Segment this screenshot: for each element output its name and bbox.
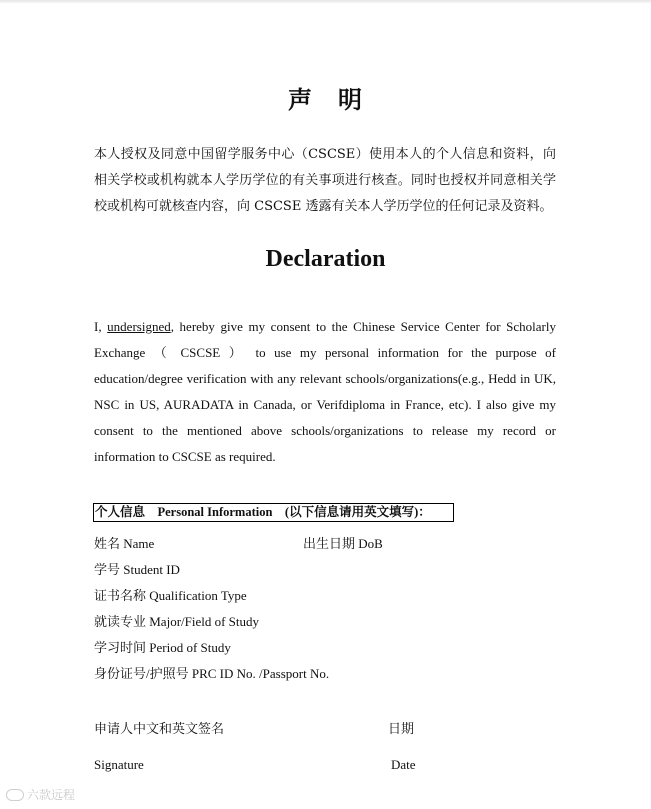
signature-label-chinese: 申请人中文和英文签名 <box>94 721 225 736</box>
watermark-logo-icon <box>6 789 24 801</box>
declaration-paragraph-english <box>94 314 556 470</box>
field-student-id: 学号 Student ID <box>94 562 180 577</box>
field-qualification: 证书名称 Qualification Type <box>94 588 247 603</box>
date-label-chinese: 日期 <box>388 721 415 736</box>
top-edge-bar <box>0 0 651 3</box>
field-dob: 出生日期 DoB <box>303 536 383 551</box>
title-english: Declaration <box>265 246 386 272</box>
declaration-paragraph-chinese: 本人授权及同意中国留学服务中心（CSCSE）使用本人的个人信息和资料，向相关学校或机构就本人学历学位的有关事项进行核查。同时也授权并同意相关学校或机构可就核查内容，向 CSCSE 透露有关本人学历学位的任何记录及资料。 <box>94 147 556 214</box>
field-id-number: 身份证号/护照号 PRC ID No. /Passport No. <box>94 666 330 681</box>
personal-info-header: 个人信息 Personal Information (以下信息请用英文填写)： <box>93 503 454 522</box>
field-major: 就读专业 Major/Field of Study <box>94 614 260 629</box>
title-chinese: 声 明 <box>288 85 363 114</box>
signature-label-english: Signature <box>94 757 144 772</box>
field-name: 姓名 Name <box>94 536 155 551</box>
undersigned-text: undersigned <box>107 319 171 334</box>
date-label-english: Date <box>391 757 416 772</box>
watermark-text: 六款远程 <box>27 788 76 802</box>
watermark <box>6 786 75 803</box>
paragraph-rest: , hereby give my consent to the Chinese Service Center for Scholarly Exchange （ CSCSE ） to use my personal information for the purpose of education/degree verification with any relevant schools/organizations(e.g., Hedd in UK, NSC in US, AURADATA in Canada, or Verifdiploma in France, etc). I also give my consent to the mentioned above schools/organizations to release my record or information to CSCSE as required. <box>94 319 556 464</box>
field-period: 学习时间 Period of Study <box>94 640 231 655</box>
paragraph-prefix: I, <box>94 319 108 334</box>
